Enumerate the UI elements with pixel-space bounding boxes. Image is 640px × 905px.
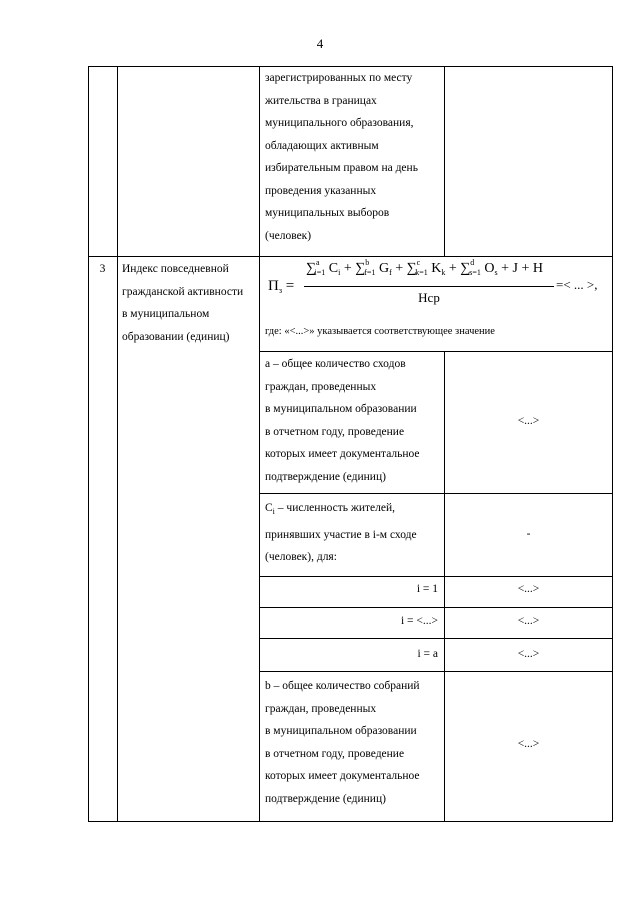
text-line: муниципального образования, xyxy=(265,117,414,129)
text-line: (человек) xyxy=(265,229,312,242)
formula-result: =< ... >, xyxy=(556,277,598,292)
text-line: в отчетном году, проведение xyxy=(265,425,405,438)
text-line: (человек), для: xyxy=(265,551,337,563)
where-note: где: «<...>» указывается соответствующее значение xyxy=(265,326,495,337)
row-divider-3 xyxy=(259,493,613,494)
indicator-name xyxy=(122,258,258,348)
formula-numerator: ∑$^a_{i=1}$ $C_i + \sum^b_{f=1}$ $G_f + \sum^c_{k=1}$ $K_k + \sum^d_{s=1}$ $O_s + J + H$ xyxy=(306,258,543,277)
row-divider-2 xyxy=(259,351,613,352)
text-line: избирательным правом на день xyxy=(265,162,418,174)
sub-row-a-value: <...> xyxy=(517,415,540,427)
sub-row-a-description xyxy=(265,353,443,488)
table-border-right xyxy=(612,66,613,821)
text-line: которых имеет документальное xyxy=(265,770,420,782)
text-line: гражданской активности xyxy=(122,285,244,298)
text-line: в муниципальном образовании xyxy=(265,403,417,415)
formula-lhs: $П_з$ = xyxy=(268,278,295,295)
sub-row-ia-value: <...> xyxy=(517,648,540,660)
sub-row-b-description xyxy=(265,675,443,810)
sub-row-b-value: <...> xyxy=(517,738,540,750)
text-line: b – общее количество собраний xyxy=(265,680,420,692)
sub-row-i1-value: <...> xyxy=(517,583,540,595)
sub-row-c-description xyxy=(265,497,443,569)
row-divider-5 xyxy=(259,607,613,608)
text-line: подтверждение (единиц) xyxy=(265,470,386,483)
sub-row-ia-label: i = a xyxy=(417,648,438,660)
text-line: подтверждение (единиц) xyxy=(265,792,386,805)
sub-row-ix-label: i = <...> xyxy=(400,615,438,627)
text-line: a – общее количество сходов xyxy=(265,358,406,370)
text-line: проведения указанных xyxy=(265,184,377,197)
text-line: $C_i$ – численность жителей, xyxy=(265,502,395,516)
page-number: 4 xyxy=(316,36,324,51)
table-col-divider-2 xyxy=(259,66,260,821)
text-line: граждан, проведенных xyxy=(265,702,377,715)
prev-row-description xyxy=(265,67,443,247)
sub-row-i1-label: i = 1 xyxy=(416,583,438,595)
text-line: граждан, проведенных xyxy=(265,380,377,393)
row-divider-4 xyxy=(259,576,613,577)
text-line: муниципальных выборов xyxy=(265,207,390,219)
value-col-divider-top xyxy=(444,66,445,256)
text-line: Индекс повседневной xyxy=(122,263,229,275)
sub-row-c-value: - xyxy=(526,528,531,540)
text-line: в муниципальном xyxy=(122,308,210,320)
text-line: жительства в границах xyxy=(265,94,377,107)
text-line: обладающих активным xyxy=(265,139,379,152)
text-line: образовании (единиц) xyxy=(122,330,230,343)
row-divider-7 xyxy=(259,671,613,672)
row-number: 3 xyxy=(99,263,106,275)
table-border-left xyxy=(88,66,89,821)
text-line: принявших участие в i-м сходе xyxy=(265,528,417,541)
row-divider-1 xyxy=(88,256,613,257)
table-col-divider-1 xyxy=(117,66,118,821)
text-line: в отчетном году, проведение xyxy=(265,747,405,760)
sub-row-ix-value: <...> xyxy=(517,615,540,627)
table-border-bottom xyxy=(88,821,613,822)
fraction-bar xyxy=(304,286,554,287)
text-line: в муниципальном образовании xyxy=(265,725,417,737)
text-line: зарегистрированных по месту xyxy=(265,72,413,84)
row-divider-6 xyxy=(259,638,613,639)
formula-denominator: Нср xyxy=(418,290,440,305)
text-line: которых имеет документальное xyxy=(265,448,420,460)
